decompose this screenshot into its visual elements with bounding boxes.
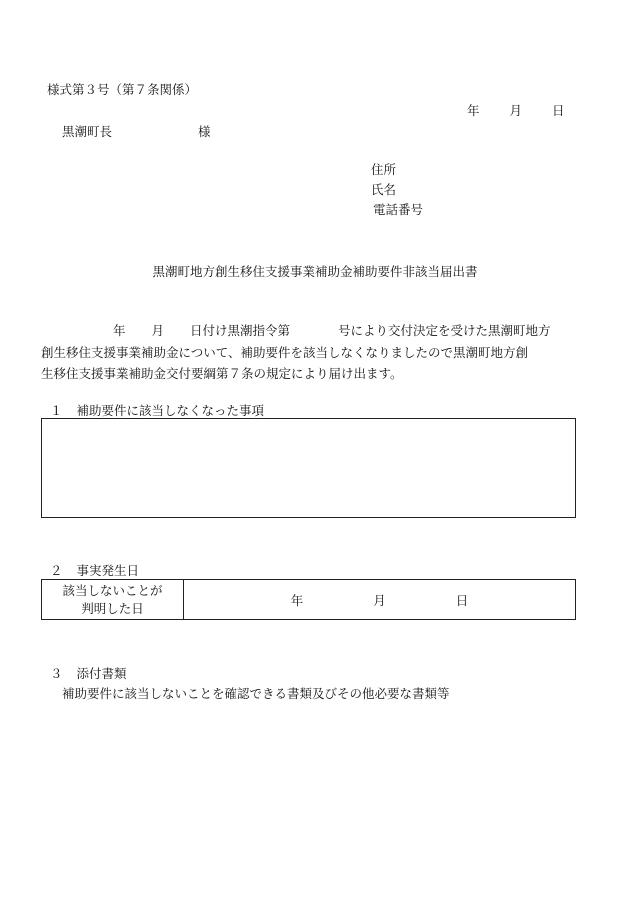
fact-date-label-cell	[42, 580, 184, 620]
body-line-3: 生移住支援事業補助金交付要綱第７条の規定により届け出ます。	[41, 366, 403, 381]
fact-date-label-line-1: 該当しないことが	[62, 582, 163, 598]
section-1-label: 補助要件に該当しなくなった事項	[76, 403, 265, 418]
body-month: 月	[151, 323, 165, 338]
section-1-number: １	[50, 403, 63, 418]
form-number: 様式第３号（第７条関係）	[47, 82, 198, 97]
fact-date-label-line-2: 判明した日	[81, 600, 144, 616]
document-title: 黒潮町地方創生移住支援事業補助金補助要件非該当届出書	[152, 264, 478, 279]
date-year-label: 年	[467, 103, 480, 118]
section-2-title	[50, 561, 139, 579]
section-1-entry-box[interactable]	[41, 418, 576, 518]
attachment-description: 補助要件に該当しないことを確認できる書類及びその他必要な書類等	[62, 686, 450, 701]
body-line-2: 創生移住支援事業補助金について、補助要件を該当しなくなりましたので黒潮町地方創	[41, 344, 529, 360]
body-line-1	[61, 320, 581, 342]
submission-date	[467, 101, 565, 119]
section-2-label: 事実発生日	[76, 563, 140, 578]
section-3-label: 添付書類	[76, 666, 127, 681]
section-2-number: ２	[50, 563, 63, 578]
addressee-honorific: 様	[198, 124, 211, 139]
section-3-number: ３	[50, 666, 63, 681]
applicant-phone-label: 電話番号	[373, 202, 424, 217]
body-dated-by: 日付け黒潮指令第	[190, 323, 291, 338]
body-number-suffix: 号により交付決定を受けた黒潮町地方	[338, 323, 551, 338]
fact-date-month: 月	[373, 592, 386, 608]
fact-date-table	[41, 579, 576, 620]
body-year: 年	[113, 323, 126, 338]
fact-date-year: 年	[290, 592, 304, 608]
applicant-block	[371, 160, 423, 220]
date-day-label: 日	[552, 103, 565, 118]
applicant-address-label: 住所	[371, 162, 397, 177]
applicant-name-label: 氏名	[371, 182, 397, 197]
fact-date-value-cell[interactable]	[184, 580, 576, 620]
body-paragraph	[41, 320, 581, 385]
date-month-label: 月	[509, 103, 523, 118]
addressee	[62, 122, 211, 140]
section-3-title	[50, 664, 127, 682]
addressee-name: 黒潮町長	[62, 124, 113, 139]
fact-date-row	[42, 580, 576, 620]
fact-date-day: 日	[455, 592, 469, 608]
section-1-title	[50, 401, 264, 419]
